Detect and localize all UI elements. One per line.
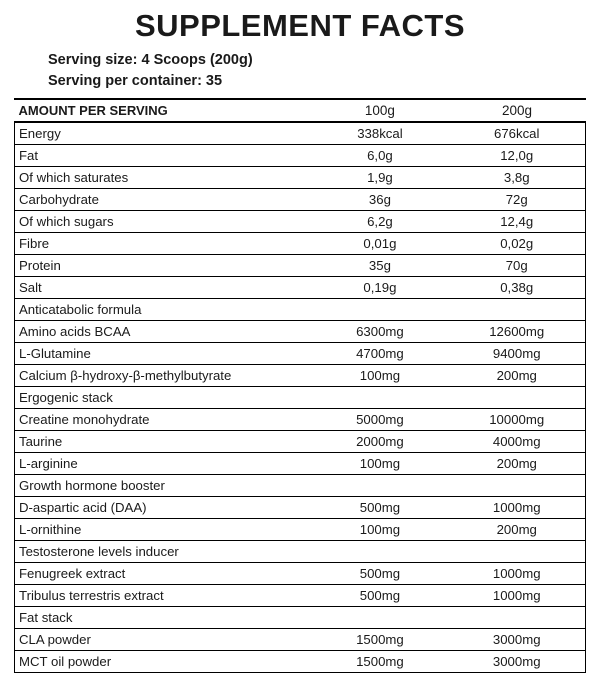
row-value-200g: 1000mg — [448, 584, 585, 606]
row-value-100g: 0,19g — [311, 276, 448, 298]
row-label: Fat stack — [15, 606, 312, 628]
table-row — [15, 452, 586, 474]
row-label: Creatine monohydrate — [15, 408, 312, 430]
row-value-200g: 12,0g — [448, 144, 585, 166]
row-label: Carbohydrate — [15, 188, 312, 210]
row-value-100g: 338kcal — [311, 122, 448, 145]
row-value-200g — [448, 298, 585, 320]
row-value-100g: 36g — [311, 188, 448, 210]
header-amount-per-serving: AMOUNT PER SERVING — [15, 100, 312, 122]
row-value-100g: 0,01g — [311, 232, 448, 254]
header-col-100g: 100g — [311, 100, 448, 122]
table-row — [15, 144, 586, 166]
table-row — [15, 408, 586, 430]
row-label: Amino acids BCAA — [15, 320, 312, 342]
table-row — [15, 232, 586, 254]
row-value-200g — [448, 386, 585, 408]
row-value-100g: 500mg — [311, 584, 448, 606]
row-label: Testosterone levels inducer — [15, 540, 312, 562]
serving-per-container: Serving per container: 35 — [48, 72, 223, 89]
row-label: L-ornithine — [15, 518, 312, 540]
table-row — [15, 298, 586, 320]
row-value-100g: 6,2g — [311, 210, 448, 232]
row-value-200g: 200mg — [448, 518, 585, 540]
table-row — [15, 584, 586, 606]
row-value-200g: 12,4g — [448, 210, 585, 232]
table-row — [15, 562, 586, 584]
table-row — [15, 628, 586, 650]
row-value-100g: 100mg — [311, 364, 448, 386]
row-label: CLA powder — [15, 628, 312, 650]
row-value-100g: 500mg — [311, 496, 448, 518]
row-value-100g — [311, 540, 448, 562]
row-label: Fat — [15, 144, 312, 166]
row-label: Anticatabolic formula — [15, 298, 312, 320]
row-value-100g: 1,9g — [311, 166, 448, 188]
table-row — [15, 122, 586, 145]
row-value-200g: 0,02g — [448, 232, 585, 254]
serving-info — [48, 50, 586, 92]
row-value-200g: 1000mg — [448, 562, 585, 584]
table-row — [15, 650, 586, 672]
row-value-100g: 1500mg — [356, 653, 404, 669]
row-label: Ergogenic stack — [15, 386, 312, 408]
row-value-200g: 0,38g — [448, 276, 585, 298]
row-label: Energy — [15, 122, 312, 145]
nutrition-table-body — [15, 122, 586, 672]
table-row — [15, 254, 586, 276]
serving-size: Serving size: 4 Scoops (200g) — [48, 51, 253, 68]
table-row — [15, 430, 586, 452]
table-row — [15, 188, 586, 210]
row-value-200g — [448, 540, 585, 562]
row-label: Growth hormone booster — [15, 474, 312, 496]
header-col-200g: 200g — [448, 100, 585, 122]
row-value-100g: 100mg — [311, 452, 448, 474]
row-value-200g: 9400mg — [448, 342, 585, 364]
row-label: Tribulus terrestris extract — [15, 584, 312, 606]
row-label: Calcium β-hydroxy-β-methylbutyrate — [15, 364, 312, 386]
row-value-200g: 200mg — [448, 364, 585, 386]
table-row — [15, 518, 586, 540]
row-value-100g — [311, 474, 448, 496]
row-value-100g — [311, 298, 448, 320]
table-row — [15, 386, 586, 408]
nutrition-table-wrapper — [14, 98, 586, 673]
table-row — [15, 496, 586, 518]
row-value-200g: 1000mg — [448, 496, 585, 518]
table-row — [15, 210, 586, 232]
row-value-200g: 10000mg — [448, 408, 585, 430]
table-row — [15, 276, 586, 298]
table-row — [15, 606, 586, 628]
row-label: Of which saturates — [15, 166, 312, 188]
row-label: Salt — [15, 276, 312, 298]
table-header-row — [15, 100, 586, 122]
row-value-200g: 200mg — [448, 452, 585, 474]
row-value-200g: 3,8g — [448, 166, 585, 188]
row-label: Of which sugars — [15, 210, 312, 232]
table-row — [15, 540, 586, 562]
row-value-100g: 4700mg — [311, 342, 448, 364]
row-value-200g — [448, 606, 585, 628]
row-label: Taurine — [15, 430, 312, 452]
row-label: L-arginine — [15, 452, 312, 474]
row-value-200g: 4000mg — [448, 430, 585, 452]
row-value-100g — [311, 386, 448, 408]
row-value-100g: 35g — [311, 254, 448, 276]
row-value-100g: 100mg — [311, 518, 448, 540]
table-row — [15, 342, 586, 364]
row-value-100g — [311, 606, 448, 628]
row-value-200g: 676kcal — [448, 122, 585, 145]
row-value-200g: 72g — [448, 188, 585, 210]
row-value-100g: 6300mg — [311, 320, 448, 342]
row-value-200g — [448, 474, 585, 496]
nutrition-table — [14, 100, 586, 672]
row-label: Fenugreek extract — [15, 562, 312, 584]
row-value-100g: 6,0g — [311, 144, 448, 166]
page-title: SUPPLEMENT FACTS — [134, 8, 466, 43]
row-label: D-aspartic acid (DAA) — [15, 496, 312, 518]
row-value-100g: 2000mg — [311, 430, 448, 452]
row-value-100g: 5000mg — [311, 408, 448, 430]
table-row — [15, 320, 586, 342]
table-row — [15, 474, 586, 496]
row-value-200g: 12600mg — [448, 320, 585, 342]
row-value-200g: 3000mg — [448, 628, 585, 650]
row-label: MCT oil powder — [15, 650, 312, 672]
row-label: Protein — [15, 254, 312, 276]
row-label: Fibre — [15, 232, 312, 254]
row-label: L-Glutamine — [15, 342, 312, 364]
table-row — [15, 166, 586, 188]
row-value-100g: 500mg — [311, 562, 448, 584]
table-row — [15, 364, 586, 386]
row-value-200g: 70g — [448, 254, 585, 276]
row-value-200g: 3000mg — [448, 650, 585, 672]
row-value-100g: 1500mg — [311, 628, 448, 650]
